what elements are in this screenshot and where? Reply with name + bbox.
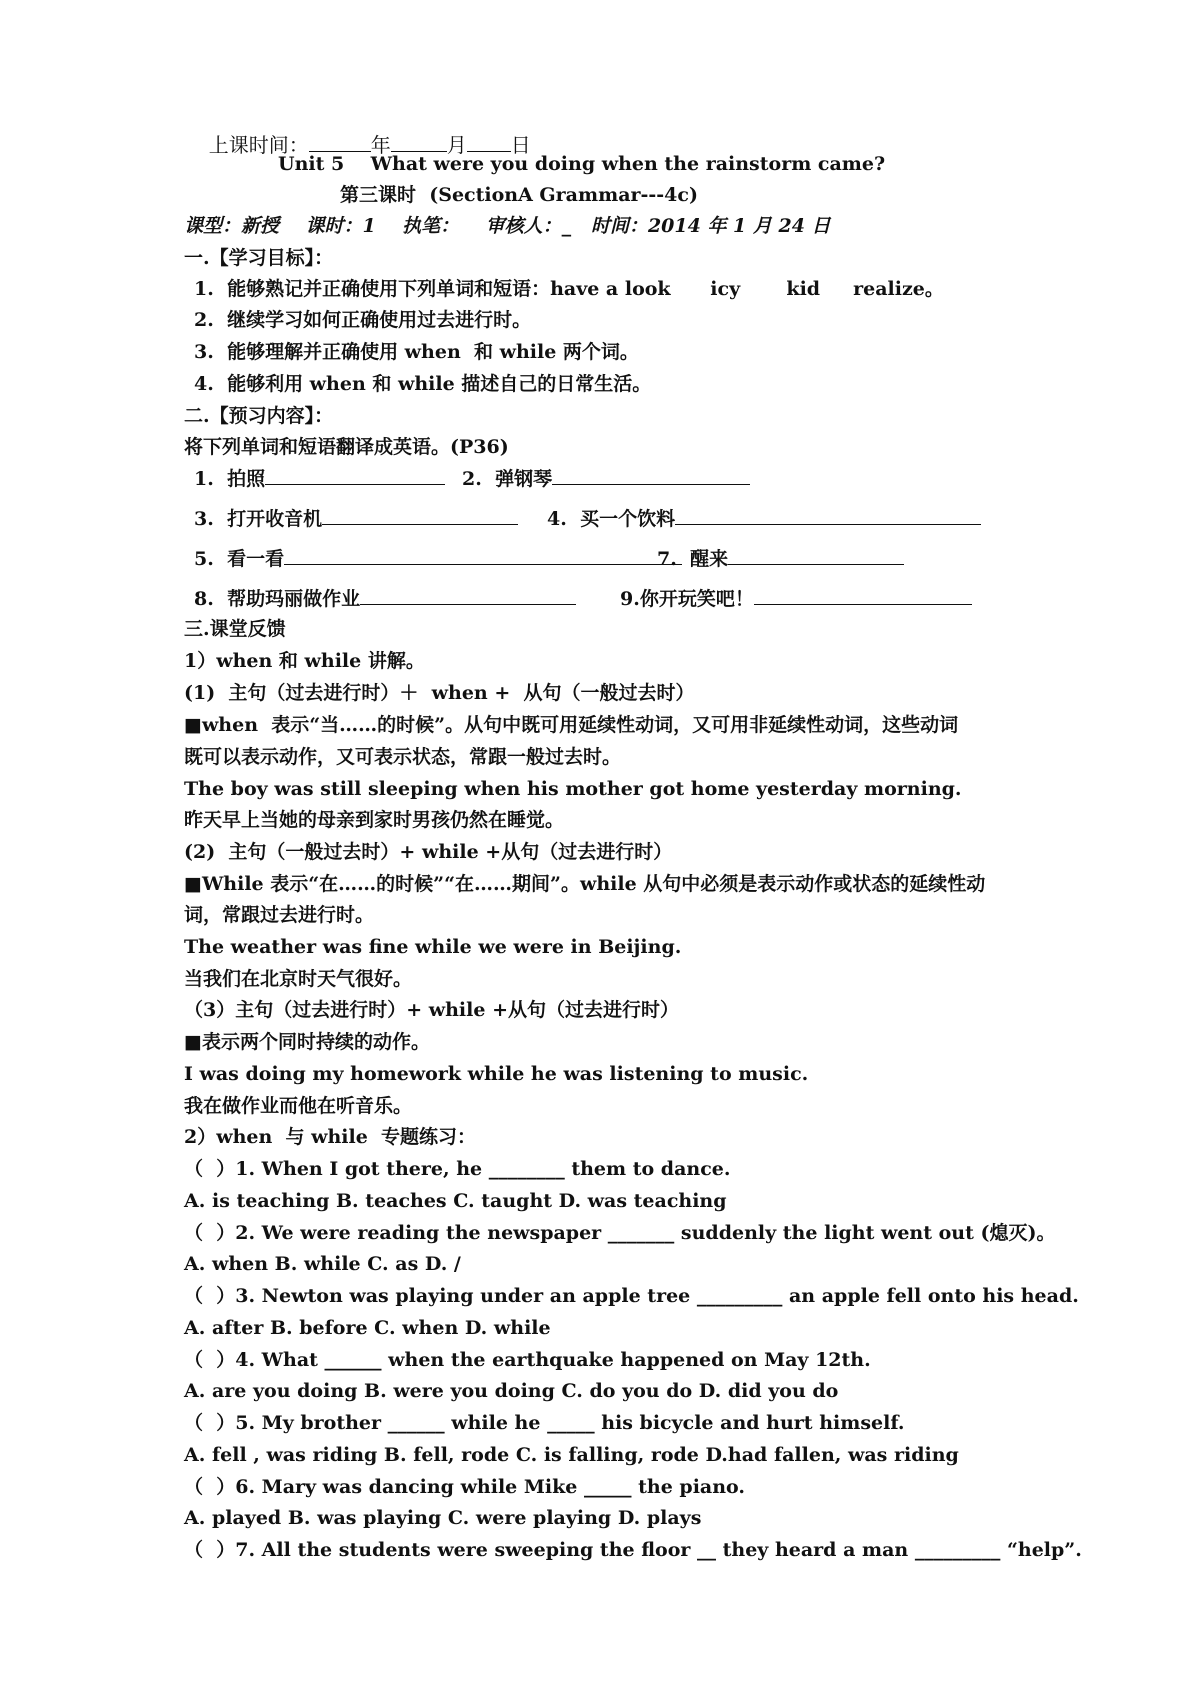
example-2-cn: 当我们在北京时天气很好。 bbox=[184, 968, 413, 990]
question-1-options: A. is teaching B. teaches C. taught D. was teaching bbox=[184, 1190, 727, 1212]
rule-3: （3）主句（过去进行时）+ while +从句（过去进行时） bbox=[184, 999, 679, 1021]
question-6: （ ）6. Mary was dancing while Mike _____ the piano. bbox=[184, 1476, 745, 1498]
note-1b: 既可以表示动作，又可表示状态，常跟一般过去时。 bbox=[184, 746, 622, 768]
year-blank[interactable] bbox=[309, 133, 371, 152]
month-label: 月 bbox=[446, 133, 467, 157]
day-label: 日 bbox=[510, 133, 531, 157]
answer-blank-7[interactable] bbox=[728, 546, 904, 565]
translate-item-2: 2. 弹钢琴 bbox=[462, 466, 750, 491]
answer-blank-3[interactable] bbox=[322, 506, 518, 525]
section3-heading: 三.课堂反馈 bbox=[184, 618, 286, 640]
note-2a: ■While 表示“在……的时候”“在……期间”。while 从句中必须是表示动作或状态的延续性动 bbox=[184, 873, 986, 895]
class-time-label: 上课时间： bbox=[208, 133, 309, 157]
question-3: （ ）3. Newton was playing under an apple tree _________ an apple fell onto his head. bbox=[184, 1285, 1079, 1307]
rule-1: (1) 主句（过去进行时）＋ when + 从句（一般过去时） bbox=[184, 682, 695, 704]
answer-blank-1[interactable] bbox=[265, 466, 445, 485]
question-7: （ ）7. All the students were sweeping the floor __ they heard a man _________ “help”. bbox=[184, 1539, 1082, 1561]
example-2-en: The weather was fine while we were in Beijing. bbox=[184, 936, 682, 958]
answer-blank-4[interactable] bbox=[675, 506, 981, 525]
unit-title: Unit 5 What were you doing when the rainstorm came? bbox=[278, 153, 886, 175]
question-2-options: A. when B. while C. as D. / bbox=[184, 1253, 461, 1275]
answer-blank-2[interactable] bbox=[552, 466, 750, 485]
question-4-options: A. are you doing B. were you doing C. do you do D. did you do bbox=[184, 1380, 839, 1402]
goal-3: 3. 能够理解并正确使用 when 和 while 两个词。 bbox=[194, 341, 639, 363]
note-1a: ■when 表示“当……的时候”。从句中既可用延续性动词，又可用非延续性动词，这些动词 bbox=[184, 714, 959, 736]
translate-item-1: 1. 拍照 bbox=[194, 466, 445, 491]
subsection1-title: 1）when 和 while 讲解。 bbox=[184, 650, 425, 672]
question-5: （ ）5. My brother ______ while he _____ his bicycle and hurt himself. bbox=[184, 1412, 905, 1434]
translate-item-5: 5. 看一看 bbox=[194, 546, 682, 571]
translate-item-9: 9.你开玩笑吧！ bbox=[620, 586, 972, 611]
month-blank[interactable] bbox=[391, 133, 447, 152]
translate-item-3: 3. 打开收音机 bbox=[194, 506, 518, 531]
section2-instruction: 将下列单词和短语翻译成英语。(P36) bbox=[184, 436, 509, 458]
lesson-title: 第三课时 (SectionA Grammar---4c) bbox=[340, 184, 698, 206]
answer-blank-5[interactable] bbox=[284, 546, 682, 565]
goal-1: 1. 能够熟记并正确使用下列单词和短语：have a look icy kid realize。 bbox=[194, 278, 944, 300]
example-3-en: I was doing my homework while he was listening to music. bbox=[184, 1063, 809, 1085]
section1-heading: 一.【学习目标】： bbox=[184, 247, 334, 269]
note-2b: 词，常跟过去进行时。 bbox=[184, 904, 375, 926]
subsection2-title: 2）when 与 while 专题练习： bbox=[184, 1126, 477, 1148]
day-blank[interactable] bbox=[467, 133, 511, 152]
year-label: 年 bbox=[370, 133, 391, 157]
question-2: （ ）2. We were reading the newspaper _______ suddenly the light went out (熄灭)。 bbox=[184, 1222, 1056, 1244]
goal-2: 2. 继续学习如何正确使用过去进行时。 bbox=[194, 309, 532, 331]
lesson-info: 课型：新授 课时：1 执笔： 审核人：_ 时间：2014 年 1 月 24 日 bbox=[184, 215, 831, 237]
question-4: （ ）4. What ______ when the earthquake happened on May 12th. bbox=[184, 1349, 871, 1371]
section2-heading: 二.【预习内容】： bbox=[184, 405, 334, 427]
answer-blank-8[interactable] bbox=[360, 586, 576, 605]
question-3-options: A. after B. before C. when D. while bbox=[184, 1317, 551, 1339]
question-5-options: A. fell , was riding B. fell, rode C. is falling, rode D.had fallen, was riding bbox=[184, 1444, 959, 1466]
example-3-cn: 我在做作业而他在听音乐。 bbox=[184, 1095, 413, 1117]
rule-2: (2) 主句（一般过去时）+ while +从句（过去进行时） bbox=[184, 841, 673, 863]
translate-item-7: 7. 醒来 bbox=[657, 546, 904, 571]
class-time-line bbox=[196, 109, 531, 157]
translate-item-8: 8. 帮助玛丽做作业 bbox=[194, 586, 576, 611]
example-1-en: The boy was still sleeping when his mother got home yesterday morning. bbox=[184, 778, 962, 800]
answer-blank-9[interactable] bbox=[754, 586, 972, 605]
question-6-options: A. played B. was playing C. were playing D. plays bbox=[184, 1507, 702, 1529]
translate-item-4: 4. 买一个饮料 bbox=[547, 506, 981, 531]
goal-4: 4. 能够利用 when 和 while 描述自己的日常生活。 bbox=[194, 373, 652, 395]
note-3: ■表示两个同时持续的动作。 bbox=[184, 1031, 430, 1053]
example-1-cn: 昨天早上当她的母亲到家时男孩仍然在睡觉。 bbox=[184, 809, 565, 831]
question-1: （ ）1. When I got there, he ________ them to dance. bbox=[184, 1158, 731, 1180]
